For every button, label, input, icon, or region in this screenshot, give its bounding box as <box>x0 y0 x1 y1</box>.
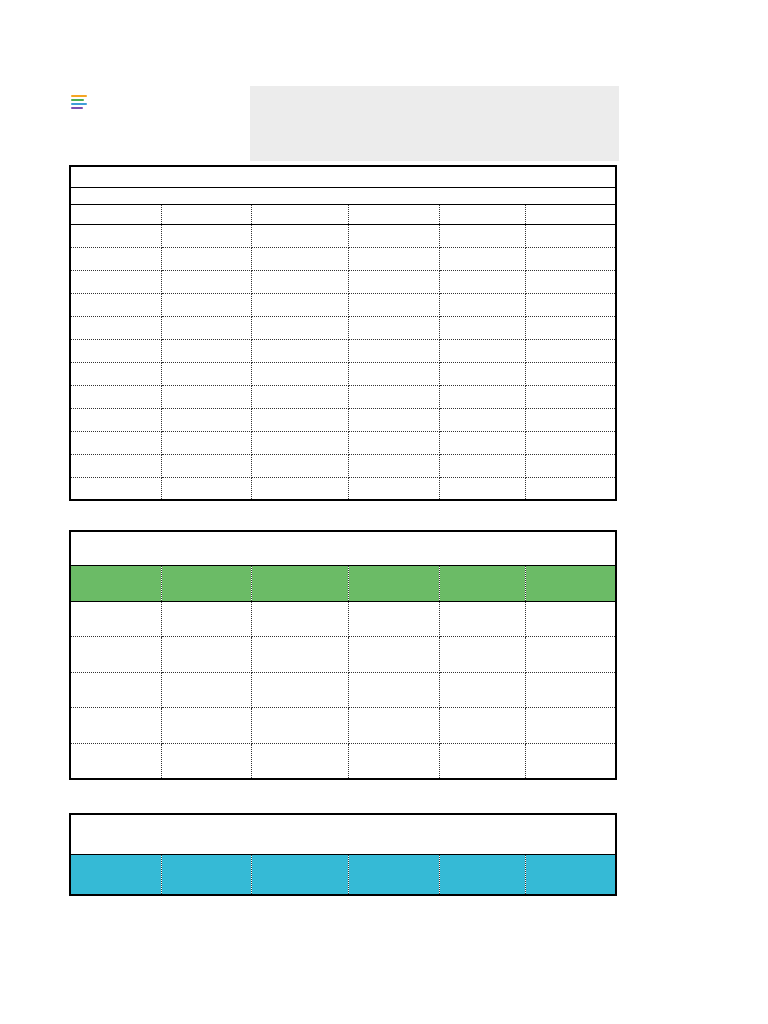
table-cell[interactable] <box>161 431 251 454</box>
table-cell[interactable] <box>70 708 161 744</box>
table-cell[interactable] <box>70 224 161 247</box>
table-cell[interactable] <box>348 601 439 637</box>
monthly-title <box>70 166 616 187</box>
table-cell[interactable] <box>70 316 161 339</box>
table-cell[interactable] <box>70 743 161 779</box>
table-cell[interactable] <box>439 708 525 744</box>
col-header-colaboradores <box>251 854 348 895</box>
table-cell[interactable] <box>70 270 161 293</box>
table-cell[interactable] <box>70 672 161 708</box>
table-cell[interactable] <box>70 385 161 408</box>
table-cell[interactable] <box>525 316 616 339</box>
table-row <box>70 672 616 708</box>
table-cell[interactable] <box>348 339 439 362</box>
table-cell[interactable] <box>70 477 161 500</box>
table-cell[interactable] <box>348 316 439 339</box>
table-cell[interactable] <box>251 408 348 431</box>
table-row <box>70 431 616 454</box>
table-cell[interactable] <box>161 316 251 339</box>
table-cell[interactable] <box>439 270 525 293</box>
table-cell[interactable] <box>251 431 348 454</box>
table-row <box>70 408 616 431</box>
table-cell[interactable] <box>70 637 161 673</box>
table-cell[interactable] <box>348 743 439 779</box>
table-cell[interactable] <box>348 708 439 744</box>
table-cell[interactable] <box>348 477 439 500</box>
table-cell[interactable] <box>439 672 525 708</box>
table-cell[interactable] <box>161 293 251 316</box>
table-cell[interactable] <box>525 270 616 293</box>
table-cell[interactable] <box>161 224 251 247</box>
sector-table <box>69 813 617 896</box>
table-cell[interactable] <box>525 477 616 500</box>
table-row <box>70 224 616 247</box>
table-row <box>70 477 616 500</box>
table-cell[interactable] <box>348 362 439 385</box>
table-cell[interactable] <box>161 408 251 431</box>
col-header-desligamentos <box>161 854 251 895</box>
table-cell[interactable] <box>161 339 251 362</box>
table-cell[interactable] <box>439 743 525 779</box>
table-cell[interactable] <box>348 431 439 454</box>
table-cell[interactable] <box>348 385 439 408</box>
table-cell[interactable] <box>161 477 251 500</box>
table-cell[interactable] <box>251 708 348 744</box>
table-cell[interactable] <box>161 743 251 779</box>
table-cell[interactable] <box>348 270 439 293</box>
table-row <box>70 385 616 408</box>
table-cell[interactable] <box>525 293 616 316</box>
table-cell[interactable] <box>525 743 616 779</box>
col-header-media-por-setor <box>439 854 525 895</box>
table-cell[interactable] <box>525 454 616 477</box>
table-cell[interactable] <box>251 385 348 408</box>
table-cell[interactable] <box>348 247 439 270</box>
table-cell[interactable] <box>439 477 525 500</box>
table-cell[interactable] <box>439 637 525 673</box>
table-cell[interactable] <box>251 362 348 385</box>
table-cell[interactable] <box>439 408 525 431</box>
table-cell[interactable] <box>70 431 161 454</box>
table-row <box>70 293 616 316</box>
sector-title <box>70 814 616 854</box>
table-row <box>70 637 616 673</box>
table-cell[interactable] <box>161 708 251 744</box>
table-cell[interactable] <box>439 247 525 270</box>
table-cell[interactable] <box>439 224 525 247</box>
table-cell[interactable] <box>439 293 525 316</box>
table-cell[interactable] <box>348 454 439 477</box>
table-row <box>70 316 616 339</box>
table-cell[interactable] <box>348 408 439 431</box>
meta-label <box>348 187 616 204</box>
yearly-table <box>69 530 617 780</box>
table-row <box>70 362 616 385</box>
table-cell[interactable] <box>161 362 251 385</box>
table-cell[interactable] <box>525 339 616 362</box>
table-cell[interactable] <box>161 454 251 477</box>
table-cell[interactable] <box>525 408 616 431</box>
table-cell[interactable] <box>70 454 161 477</box>
col-header-setor <box>70 854 161 895</box>
table-row <box>70 743 616 779</box>
table-row <box>70 708 616 744</box>
col-header-desligamentos <box>161 565 251 601</box>
table-cell[interactable] <box>348 637 439 673</box>
table-cell[interactable] <box>70 601 161 637</box>
yearly-title <box>70 531 616 565</box>
table-row <box>70 270 616 293</box>
table-cell[interactable] <box>439 362 525 385</box>
table-cell[interactable] <box>70 247 161 270</box>
table-cell[interactable] <box>525 601 616 637</box>
col-header-meta <box>525 204 616 224</box>
table-cell[interactable] <box>348 672 439 708</box>
table-cell[interactable] <box>251 743 348 779</box>
col-header-turnover-anual <box>348 565 439 601</box>
table-cell[interactable] <box>439 339 525 362</box>
table-cell[interactable] <box>251 293 348 316</box>
col-header-turnover-medido <box>348 854 439 895</box>
table-cell[interactable] <box>70 408 161 431</box>
col-header-media-acumulada <box>439 204 525 224</box>
table-cell[interactable] <box>439 385 525 408</box>
table-cell[interactable] <box>251 339 348 362</box>
table-cell[interactable] <box>251 637 348 673</box>
table-cell[interactable] <box>525 362 616 385</box>
table-cell[interactable] <box>251 601 348 637</box>
table-cell[interactable] <box>525 224 616 247</box>
table-cell[interactable] <box>439 601 525 637</box>
table-cell[interactable] <box>161 385 251 408</box>
table-cell[interactable] <box>161 672 251 708</box>
monthly-table <box>69 165 617 501</box>
table-row <box>70 601 616 637</box>
table-cell[interactable] <box>348 224 439 247</box>
table-cell[interactable] <box>251 224 348 247</box>
table-cell[interactable] <box>161 270 251 293</box>
table-cell[interactable] <box>525 672 616 708</box>
table-row <box>70 339 616 362</box>
table-cell[interactable] <box>251 454 348 477</box>
table-cell[interactable] <box>439 431 525 454</box>
table-cell[interactable] <box>70 362 161 385</box>
table-row <box>70 454 616 477</box>
table-cell[interactable] <box>251 672 348 708</box>
table-cell[interactable] <box>251 247 348 270</box>
table-cell[interactable] <box>161 247 251 270</box>
table-cell[interactable] <box>251 316 348 339</box>
table-cell[interactable] <box>525 708 616 744</box>
ano-label <box>70 187 348 204</box>
table-cell[interactable] <box>161 637 251 673</box>
table-cell[interactable] <box>525 247 616 270</box>
table-cell[interactable] <box>70 293 161 316</box>
info-box <box>250 86 619 161</box>
col-header-turnover <box>348 204 439 224</box>
logo-lines-icon <box>71 95 87 111</box>
col-header-colaboradores <box>251 565 348 601</box>
table-cell[interactable] <box>439 454 525 477</box>
table-cell[interactable] <box>525 385 616 408</box>
col-header-media-empresa <box>525 854 616 895</box>
col-header-colaboradores <box>251 204 348 224</box>
col-header-media-historica <box>439 565 525 601</box>
table-cell[interactable] <box>525 431 616 454</box>
table-cell[interactable] <box>251 270 348 293</box>
table-cell[interactable] <box>251 477 348 500</box>
col-header-meta <box>525 565 616 601</box>
table-row <box>70 247 616 270</box>
table-cell[interactable] <box>439 316 525 339</box>
solides-logo <box>69 84 179 114</box>
table-cell[interactable] <box>70 339 161 362</box>
col-header-mes <box>70 204 161 224</box>
table-cell[interactable] <box>348 293 439 316</box>
col-header-desligamentos <box>161 204 251 224</box>
table-cell[interactable] <box>161 601 251 637</box>
col-header-ano <box>70 565 161 601</box>
table-cell[interactable] <box>525 637 616 673</box>
